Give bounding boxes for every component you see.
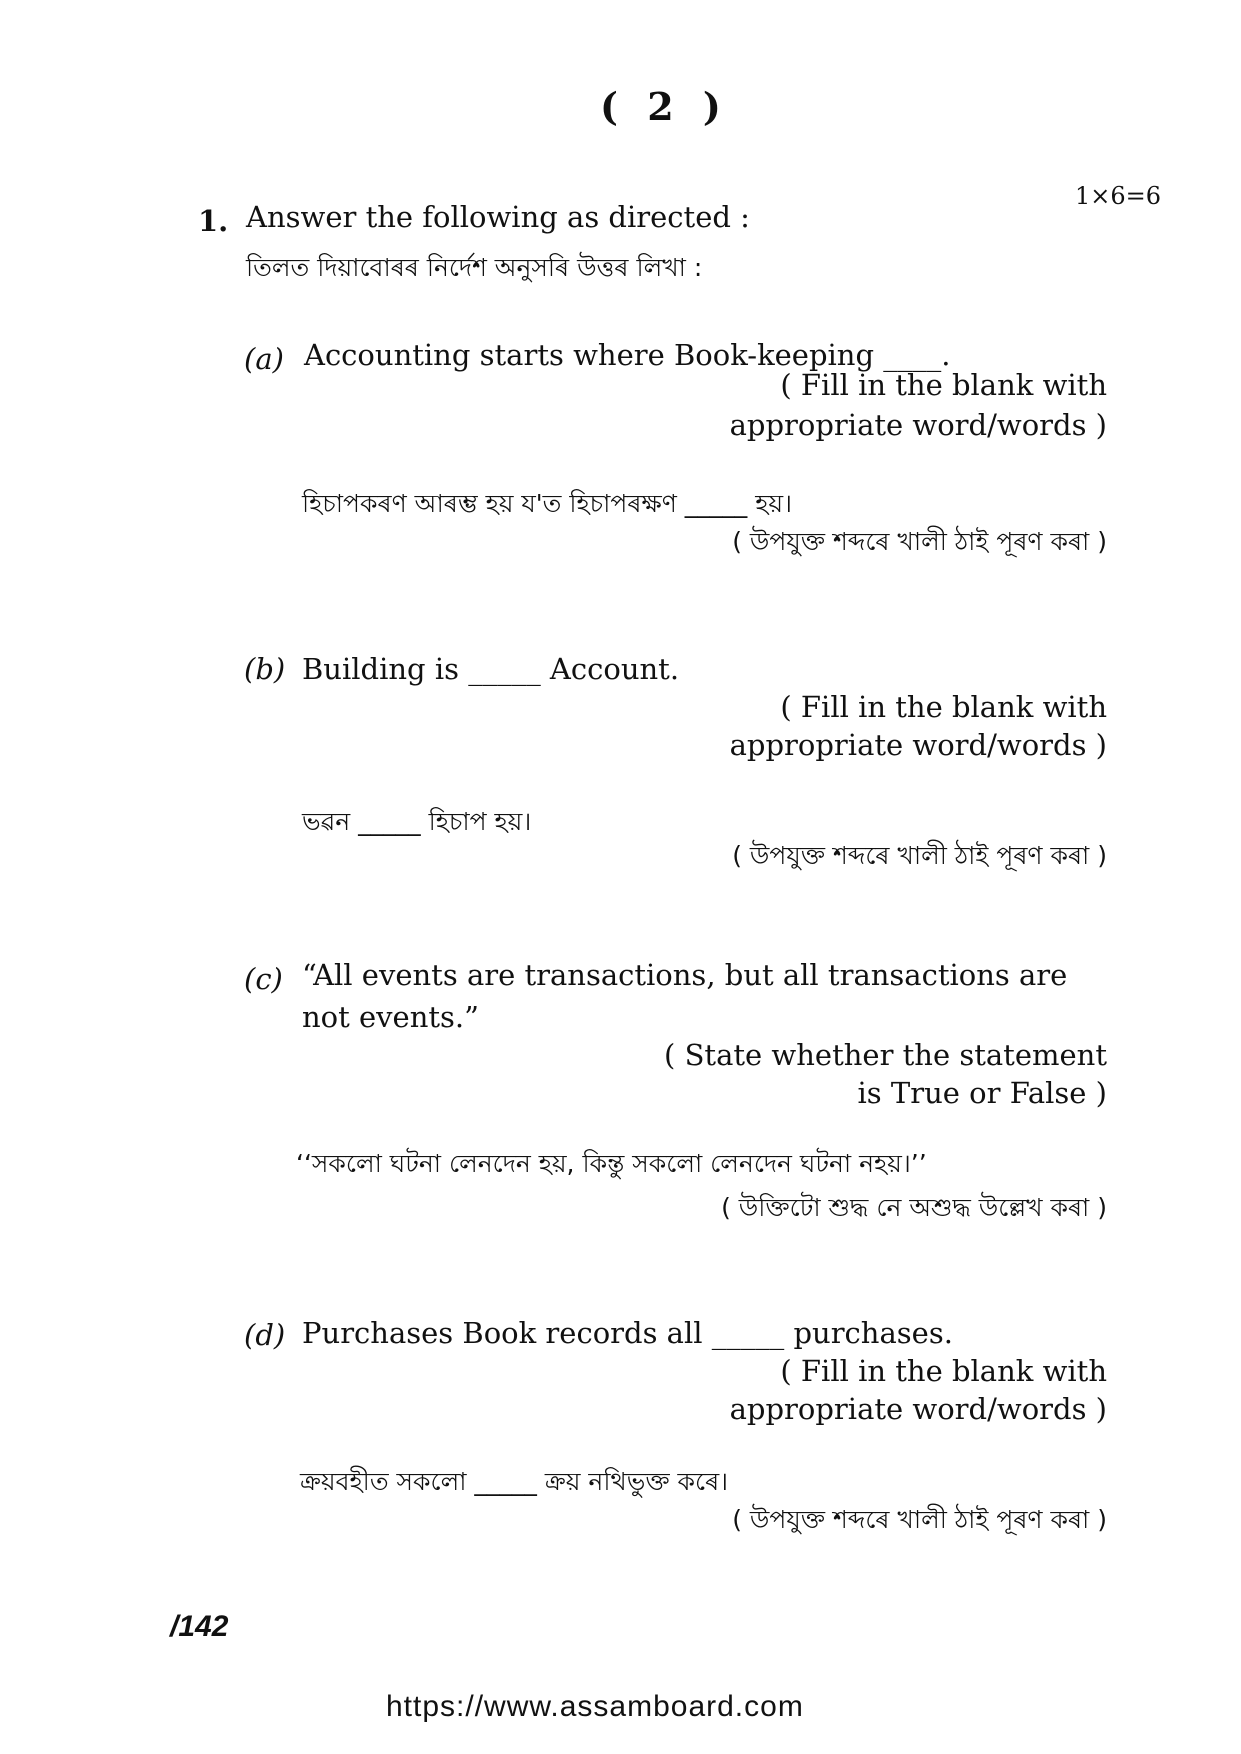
question-instruction-en: Answer the following as directed : bbox=[246, 200, 750, 234]
part-a-direction-en-1: ( Fill in the blank with bbox=[780, 368, 1107, 402]
part-c-text-as: ‘‘সকলো ঘটনা লেনদেন হয়, কিন্তু সকলো লেনদেন ঘটনা নহয়।’’ bbox=[296, 1149, 927, 1178]
part-b-direction-en-2: appropriate word/words ) bbox=[729, 728, 1107, 762]
part-b-direction-as: ( উপযুক্ত শব্দৰে খালী ঠাই পূৰণ কৰা ) bbox=[732, 841, 1107, 870]
part-d-direction-as: ( উপযুক্ত শব্দৰে খালী ঠাই পূৰণ কৰা ) bbox=[732, 1505, 1107, 1534]
part-c-text-en-2: not events.” bbox=[302, 1000, 479, 1034]
part-d-direction-en-2: appropriate word/words ) bbox=[729, 1392, 1107, 1426]
part-a-direction-en-2: appropriate word/words ) bbox=[729, 408, 1107, 442]
part-a-label: (a) bbox=[244, 342, 284, 376]
footer-url[interactable]: https://www.assamboard.com bbox=[386, 1690, 804, 1723]
question-instruction-as: তিলত দিয়াবোৰৰ নিৰ্দেশ অনুসৰি উত্তৰ লিখা : bbox=[246, 253, 703, 282]
part-a-text-en: Accounting starts where Book-keeping ____. bbox=[304, 338, 951, 372]
part-d-label: (d) bbox=[244, 1318, 286, 1352]
question-number: 1. bbox=[198, 204, 229, 238]
part-d-direction-en-1: ( Fill in the blank with bbox=[780, 1354, 1107, 1388]
part-c-label: (c) bbox=[244, 962, 283, 996]
part-a-text-as: হিচাপকৰণ আৰম্ভ হয় য'ত হিচাপৰক্ষণ _____ হয়। bbox=[302, 489, 793, 518]
part-d-text-en: Purchases Book records all _____ purchases. bbox=[302, 1316, 953, 1350]
part-c-direction-as: ( উক্তিটো শুদ্ধ নে অশুদ্ধ উল্লেখ কৰা ) bbox=[721, 1193, 1107, 1222]
question-marks: 1×6=6 bbox=[1075, 182, 1162, 210]
paper-code: /142 bbox=[170, 1610, 229, 1643]
part-c-text-en-1: “All events are transactions, but all transactions are bbox=[302, 958, 1068, 992]
part-b-text-as: ভৱন _____ হিচাপ হয়। bbox=[302, 807, 532, 836]
part-b-label: (b) bbox=[244, 652, 286, 686]
part-b-direction-en-1: ( Fill in the blank with bbox=[780, 690, 1107, 724]
part-d-text-as: ক্ৰয়বহীত সকলো _____ ক্ৰয় নথিভুক্ত কৰে। bbox=[300, 1467, 729, 1496]
part-a-direction-as: ( উপযুক্ত শব্দৰে খালী ঠাই পূৰণ কৰা ) bbox=[732, 527, 1107, 556]
part-c-direction-en-1: ( State whether the statement bbox=[664, 1038, 1107, 1072]
part-b-text-en: Building is _____ Account. bbox=[302, 652, 680, 686]
part-c-direction-en-2: is True or False ) bbox=[857, 1076, 1107, 1110]
page-number: ( 2 ) bbox=[600, 84, 729, 129]
